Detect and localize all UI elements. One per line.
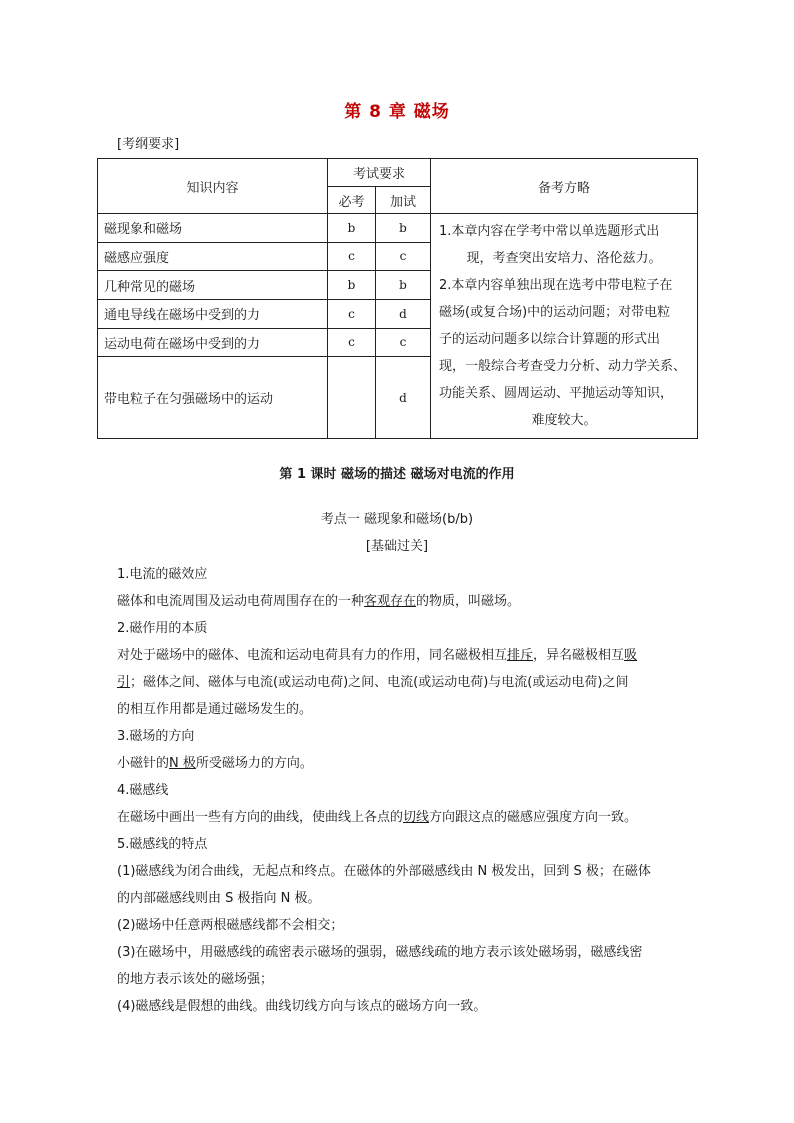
section-heading: 2.磁作用的本质 bbox=[117, 621, 208, 636]
strategy-line: 难度较大。 bbox=[531, 413, 597, 428]
paragraph bbox=[117, 804, 697, 831]
extra-cell: b bbox=[376, 214, 431, 243]
underlined-answer: 客观存在 bbox=[364, 594, 417, 609]
header-knowledge: 知识内容 bbox=[98, 159, 328, 214]
paragraph: 的相互作用都是通过磁场发生的。 bbox=[117, 702, 313, 717]
feature-item: (1)磁感线为闭合曲线，无起点和终点。在磁体的外部磁感线由 N 极发出，回到 S 极；在磁体 bbox=[117, 864, 651, 879]
paragraph bbox=[117, 642, 697, 669]
text: ；磁体之间、磁体与电流(或运动电荷)之间、电流(或运动电荷)与电流(或运动电荷)之间 bbox=[130, 675, 629, 690]
text: ，异名磁极相互 bbox=[533, 648, 625, 663]
section-heading: 3.磁场的方向 bbox=[117, 729, 195, 744]
extra-cell: d bbox=[376, 299, 431, 328]
strategy-line: 现，一般综合考查受力分析、动力学关系、 bbox=[439, 359, 687, 374]
strategy-line: 2.本章内容单独出现在选考中带电粒子在 bbox=[439, 278, 673, 293]
required-cell: c bbox=[328, 299, 376, 328]
text: 磁体和电流周围及运动电荷周围存在的一种 bbox=[117, 594, 365, 609]
strategy-line: 子的运动问题多以综合计算题的形式出 bbox=[439, 332, 661, 347]
strategy-line: 1.本章内容在学考中常以单选题形式出 bbox=[439, 224, 660, 239]
paragraph bbox=[117, 750, 697, 777]
underlined-answer: N 极 bbox=[169, 756, 196, 771]
knowledge-cell: 运动电荷在磁场中受到的力 bbox=[98, 328, 328, 357]
strategy-line: 磁场(或复合场)中的运动问题；对带电粒 bbox=[439, 305, 671, 320]
knowledge-cell: 磁现象和磁场 bbox=[98, 214, 328, 243]
feature-item: (2)磁场中任意两根磁感线都不会相交； bbox=[117, 918, 344, 933]
text: 的物质，叫磁场。 bbox=[416, 594, 521, 609]
strategy-cell bbox=[431, 214, 698, 439]
extra-cell: c bbox=[376, 242, 431, 271]
section-heading: 5.磁感线的特点 bbox=[117, 837, 208, 852]
underlined-answer: 引 bbox=[117, 675, 131, 690]
knowledge-cell: 几种常见的磁场 bbox=[98, 271, 328, 300]
required-cell: b bbox=[328, 271, 376, 300]
header-exam: 考试要求 bbox=[328, 159, 431, 187]
text: 所受磁场力的方向。 bbox=[195, 756, 313, 771]
underlined-answer: 排斥 bbox=[507, 648, 534, 663]
required-cell: b bbox=[328, 214, 376, 243]
text: 方向跟这点的磁感应强度方向一致。 bbox=[429, 810, 638, 825]
table-row bbox=[98, 214, 698, 243]
chapter-title: 第 8 章 磁场 bbox=[344, 102, 450, 122]
required-cell: c bbox=[328, 242, 376, 271]
extra-cell: c bbox=[376, 328, 431, 357]
outline-label: [考纲要求] bbox=[117, 137, 180, 152]
text: 小磁针的 bbox=[117, 756, 170, 771]
feature-item: 的内部磁感线则由 S 极指向 N 极。 bbox=[117, 891, 321, 906]
header-extra: 加试 bbox=[376, 187, 431, 214]
key-point-title: 考点一 磁现象和磁场(b/b) bbox=[320, 512, 474, 527]
section-heading: 1.电流的磁效应 bbox=[117, 567, 208, 582]
feature-item: 的地方表示该处的磁场强； bbox=[117, 972, 274, 987]
strategy-line: 现，考查突出安培力、洛伦兹力。 bbox=[466, 251, 662, 266]
lesson-title: 第 1 课时 磁场的描述 磁场对电流的作用 bbox=[279, 467, 515, 482]
text: 对处于磁场中的磁体、电流和运动电荷具有力的作用，同名磁极相互 bbox=[117, 648, 508, 663]
underlined-answer: 切线 bbox=[403, 810, 430, 825]
strategy-line: 功能关系、圆周运动、平抛运动等知识， bbox=[439, 386, 674, 401]
header-strategy: 备考方略 bbox=[431, 159, 698, 214]
text: 在磁场中画出一些有方向的曲线，使曲线上各点的 bbox=[117, 810, 404, 825]
knowledge-cell: 带电粒子在匀强磁场中的运动 bbox=[98, 357, 328, 439]
knowledge-cell: 磁感应强度 bbox=[98, 242, 328, 271]
knowledge-cell: 通电导线在磁场中受到的力 bbox=[98, 299, 328, 328]
required-cell bbox=[328, 357, 376, 439]
basic-section-title: [基础过关] bbox=[365, 539, 429, 554]
section-heading: 4.磁感线 bbox=[117, 783, 169, 798]
paragraph bbox=[117, 669, 697, 696]
feature-item: (3)在磁场中，用磁感线的疏密表示磁场的强弱，磁感线疏的地方表示该处磁场弱，磁感线密 bbox=[117, 945, 643, 960]
header-required: 必考 bbox=[328, 187, 376, 214]
body-text bbox=[117, 561, 697, 1020]
extra-cell: d bbox=[376, 357, 431, 439]
underlined-answer: 吸 bbox=[624, 648, 638, 663]
required-cell: c bbox=[328, 328, 376, 357]
requirements-table bbox=[97, 158, 698, 439]
paragraph bbox=[117, 588, 697, 615]
extra-cell: b bbox=[376, 271, 431, 300]
feature-item: (4)磁感线是假想的曲线。曲线切线方向与该点的磁场方向一致。 bbox=[117, 999, 487, 1014]
